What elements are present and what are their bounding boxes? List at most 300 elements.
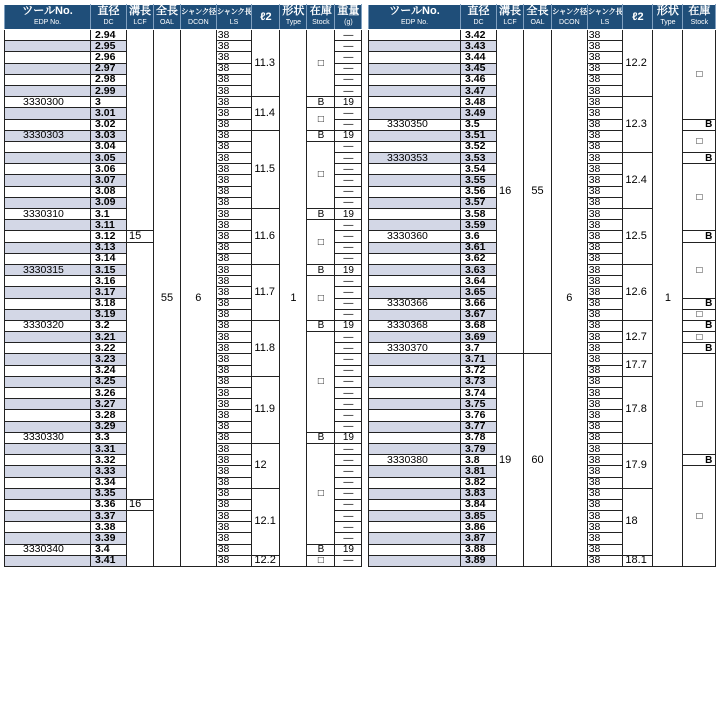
edp-cell bbox=[369, 443, 461, 454]
weight-cell: — bbox=[335, 220, 362, 231]
shank-length-cell: 38 bbox=[216, 511, 252, 522]
table-row bbox=[369, 30, 716, 41]
shank-length-cell: 38 bbox=[587, 298, 623, 309]
shank-length-cell: 38 bbox=[587, 511, 623, 522]
shank-length-cell: 38 bbox=[216, 455, 252, 466]
shank-length-cell: 38 bbox=[587, 52, 623, 63]
stock-badge: B bbox=[683, 320, 716, 331]
edp-cell bbox=[369, 499, 461, 510]
shank-length-cell: 38 bbox=[216, 388, 252, 399]
diameter-cell: 3.13 bbox=[91, 242, 127, 253]
shank-length-cell: 38 bbox=[216, 97, 252, 108]
header-ls: シャンク長 LS bbox=[587, 5, 623, 30]
shank-length-cell: 38 bbox=[216, 443, 252, 454]
edp-cell bbox=[5, 41, 91, 52]
weight-cell: — bbox=[335, 287, 362, 298]
shank-length-cell: 38 bbox=[216, 141, 252, 152]
diameter-cell: 3.71 bbox=[461, 354, 497, 365]
diameter-cell: 3.26 bbox=[91, 388, 127, 399]
weight-cell: — bbox=[335, 63, 362, 74]
shank-length-cell: 38 bbox=[587, 399, 623, 410]
diameter-cell: 3.45 bbox=[461, 63, 497, 74]
diameter-cell: 3.61 bbox=[461, 242, 497, 253]
weight-cell: — bbox=[335, 85, 362, 96]
diameter-cell: 3.37 bbox=[91, 511, 127, 522]
edp-cell bbox=[369, 287, 461, 298]
diameter-cell: 3.88 bbox=[461, 544, 497, 555]
lcf-cell: 16 bbox=[127, 499, 154, 510]
diameter-cell: 3.21 bbox=[91, 332, 127, 343]
header-stock: 在庫 Stock bbox=[307, 5, 335, 30]
edp-cell bbox=[5, 108, 91, 119]
lcf-cell: 19 bbox=[497, 354, 524, 567]
stock-box: □ bbox=[683, 466, 716, 567]
edp-cell bbox=[5, 332, 91, 343]
weight-cell: — bbox=[335, 197, 362, 208]
shank-length-cell: 38 bbox=[216, 130, 252, 141]
diameter-cell: 3.01 bbox=[91, 108, 127, 119]
diameter-cell: 3.36 bbox=[91, 499, 127, 510]
l2-cell: 12.2 bbox=[252, 555, 280, 566]
weight-cell: — bbox=[335, 153, 362, 164]
weight-cell: — bbox=[335, 533, 362, 544]
dcon-cell: 6 bbox=[552, 30, 588, 567]
l2-cell: 11.8 bbox=[252, 320, 280, 376]
stock-badge: B bbox=[307, 432, 335, 443]
header-row bbox=[369, 5, 716, 30]
oal-cell: 60 bbox=[524, 354, 552, 567]
l2-cell: 12.1 bbox=[252, 488, 280, 555]
shank-length-cell: 38 bbox=[587, 410, 623, 421]
shank-length-cell: 38 bbox=[216, 85, 252, 96]
shank-length-cell: 38 bbox=[216, 231, 252, 242]
edp-cell bbox=[369, 365, 461, 376]
diameter-cell: 3.65 bbox=[461, 287, 497, 298]
header-ls: シャンク長 LS bbox=[216, 5, 252, 30]
shank-length-cell: 38 bbox=[587, 533, 623, 544]
stock-badge: B bbox=[683, 455, 716, 466]
weight-cell: — bbox=[335, 52, 362, 63]
oal-cell: 55 bbox=[524, 30, 552, 354]
edp-cell: 3330353 bbox=[369, 153, 461, 164]
shank-length-cell: 38 bbox=[216, 499, 252, 510]
stock-box: □ bbox=[683, 164, 716, 231]
shank-length-cell: 38 bbox=[587, 421, 623, 432]
shank-length-cell: 38 bbox=[216, 242, 252, 253]
shank-length-cell: 38 bbox=[587, 376, 623, 387]
weight-cell: — bbox=[335, 343, 362, 354]
oal-cell: 55 bbox=[154, 30, 181, 567]
edp-cell bbox=[369, 63, 461, 74]
edp-cell bbox=[369, 253, 461, 264]
edp-cell bbox=[369, 421, 461, 432]
stock-box: □ bbox=[307, 276, 335, 321]
edp-cell: 3330315 bbox=[5, 264, 91, 275]
edp-cell bbox=[369, 332, 461, 343]
type-cell: 1 bbox=[653, 30, 683, 567]
edp-cell bbox=[369, 186, 461, 197]
weight-cell: — bbox=[335, 466, 362, 477]
diameter-cell: 3.49 bbox=[461, 108, 497, 119]
header-edp: ツールNo. EDP No. bbox=[369, 5, 461, 30]
l2-cell: 11.7 bbox=[252, 264, 280, 320]
diameter-cell: 3.62 bbox=[461, 253, 497, 264]
diameter-cell: 3.58 bbox=[461, 209, 497, 220]
l2-cell: 11.3 bbox=[252, 30, 280, 97]
edp-cell bbox=[5, 533, 91, 544]
shank-length-cell: 38 bbox=[587, 220, 623, 231]
shank-length-cell: 38 bbox=[216, 298, 252, 309]
shank-length-cell: 38 bbox=[216, 264, 252, 275]
shank-length-cell: 38 bbox=[587, 197, 623, 208]
header-dc: 直径 DC bbox=[91, 5, 127, 30]
edp-cell: 3330368 bbox=[369, 320, 461, 331]
diameter-cell: 3.3 bbox=[91, 432, 127, 443]
shank-length-cell: 38 bbox=[216, 555, 252, 566]
edp-cell bbox=[369, 264, 461, 275]
header-l2: ℓ2 bbox=[623, 5, 653, 30]
shank-length-cell: 38 bbox=[216, 209, 252, 220]
edp-cell bbox=[369, 354, 461, 365]
diameter-cell: 3.64 bbox=[461, 276, 497, 287]
stock-box: □ bbox=[307, 108, 335, 130]
shank-length-cell: 38 bbox=[216, 343, 252, 354]
weight-cell: 19 bbox=[335, 320, 362, 331]
shank-length-cell: 38 bbox=[587, 242, 623, 253]
edp-cell bbox=[369, 85, 461, 96]
shank-length-cell: 38 bbox=[216, 74, 252, 85]
shank-length-cell: 38 bbox=[216, 197, 252, 208]
edp-cell bbox=[5, 287, 91, 298]
header-oal: 全長 OAL bbox=[524, 5, 552, 30]
diameter-cell: 3.55 bbox=[461, 175, 497, 186]
shank-length-cell: 38 bbox=[216, 63, 252, 74]
diameter-cell: 3.68 bbox=[461, 320, 497, 331]
edp-cell: 3330303 bbox=[5, 130, 91, 141]
edp-cell bbox=[5, 522, 91, 533]
edp-cell bbox=[5, 231, 91, 242]
shank-length-cell: 38 bbox=[216, 220, 252, 231]
lcf-cell bbox=[127, 511, 154, 567]
diameter-cell: 3.05 bbox=[91, 153, 127, 164]
edp-cell bbox=[5, 30, 91, 41]
edp-cell bbox=[5, 63, 91, 74]
edp-cell bbox=[369, 141, 461, 152]
dcon-cell: 6 bbox=[181, 30, 217, 567]
edp-cell bbox=[369, 555, 461, 566]
shank-length-cell: 38 bbox=[216, 399, 252, 410]
diameter-cell: 3.03 bbox=[91, 130, 127, 141]
stock-box: □ bbox=[307, 555, 335, 566]
shank-length-cell: 38 bbox=[587, 97, 623, 108]
edp-cell bbox=[5, 164, 91, 175]
shank-length-cell: 38 bbox=[587, 141, 623, 152]
header-dcon: シャンク径 DCON bbox=[552, 5, 588, 30]
shank-length-cell: 38 bbox=[216, 41, 252, 52]
diameter-cell: 3.28 bbox=[91, 410, 127, 421]
weight-cell: — bbox=[335, 354, 362, 365]
shank-length-cell: 38 bbox=[587, 477, 623, 488]
lcf-cell: 16 bbox=[497, 30, 524, 354]
l2-cell: 11.6 bbox=[252, 209, 280, 265]
diameter-cell: 3.8 bbox=[461, 455, 497, 466]
edp-cell bbox=[5, 354, 91, 365]
shank-length-cell: 38 bbox=[216, 544, 252, 555]
edp-cell bbox=[5, 119, 91, 130]
diameter-cell: 2.98 bbox=[91, 74, 127, 85]
edp-cell: 3330300 bbox=[5, 97, 91, 108]
edp-cell bbox=[369, 30, 461, 41]
edp-cell bbox=[5, 421, 91, 432]
edp-cell bbox=[369, 197, 461, 208]
stock-badge: B bbox=[307, 264, 335, 275]
shank-length-cell: 38 bbox=[587, 175, 623, 186]
weight-cell: — bbox=[335, 443, 362, 454]
edp-cell bbox=[369, 533, 461, 544]
shank-length-cell: 38 bbox=[216, 276, 252, 287]
weight-cell: — bbox=[335, 522, 362, 533]
diameter-cell: 3.43 bbox=[461, 41, 497, 52]
diameter-cell: 3.1 bbox=[91, 209, 127, 220]
edp-cell bbox=[5, 376, 91, 387]
edp-cell bbox=[5, 309, 91, 320]
edp-cell: 3330340 bbox=[5, 544, 91, 555]
shank-length-cell: 38 bbox=[587, 365, 623, 376]
diameter-cell: 3.09 bbox=[91, 197, 127, 208]
shank-length-cell: 38 bbox=[587, 164, 623, 175]
diameter-cell: 3.15 bbox=[91, 264, 127, 275]
edp-cell bbox=[5, 511, 91, 522]
weight-cell: — bbox=[335, 253, 362, 264]
header-row bbox=[5, 5, 362, 30]
edp-cell bbox=[5, 443, 91, 454]
weight-cell: — bbox=[335, 376, 362, 387]
stock-box: □ bbox=[683, 309, 716, 320]
edp-cell: 3330380 bbox=[369, 455, 461, 466]
shank-length-cell: 38 bbox=[216, 332, 252, 343]
shank-length-cell: 38 bbox=[587, 432, 623, 443]
header-stock: 在庫 Stock bbox=[683, 5, 716, 30]
edp-cell bbox=[369, 388, 461, 399]
diameter-cell: 3.46 bbox=[461, 74, 497, 85]
shank-length-cell: 38 bbox=[216, 466, 252, 477]
l2-cell: 11.4 bbox=[252, 97, 280, 131]
diameter-cell: 3.35 bbox=[91, 488, 127, 499]
weight-cell: 19 bbox=[335, 544, 362, 555]
edp-cell bbox=[5, 197, 91, 208]
shank-length-cell: 38 bbox=[587, 309, 623, 320]
edp-cell bbox=[5, 141, 91, 152]
lcf-cell bbox=[127, 30, 154, 231]
weight-cell: — bbox=[335, 175, 362, 186]
stock-badge: B bbox=[307, 209, 335, 220]
header-weight: 重量 (g) bbox=[335, 5, 362, 30]
stock-box: □ bbox=[683, 332, 716, 343]
diameter-cell: 3.83 bbox=[461, 488, 497, 499]
diameter-cell: 3.86 bbox=[461, 522, 497, 533]
header-oal: 全長 OAL bbox=[154, 5, 181, 30]
stock-box: □ bbox=[307, 141, 335, 208]
shank-length-cell: 38 bbox=[587, 108, 623, 119]
weight-cell: — bbox=[335, 298, 362, 309]
diameter-cell: 3.63 bbox=[461, 264, 497, 275]
shank-length-cell: 38 bbox=[587, 74, 623, 85]
l2-cell: 11.5 bbox=[252, 130, 280, 208]
weight-cell: — bbox=[335, 555, 362, 566]
edp-cell bbox=[369, 97, 461, 108]
diameter-cell: 3.54 bbox=[461, 164, 497, 175]
l2-cell: 12.7 bbox=[623, 320, 653, 354]
stock-box: □ bbox=[307, 443, 335, 544]
shank-length-cell: 38 bbox=[216, 320, 252, 331]
shank-length-cell: 38 bbox=[216, 108, 252, 119]
l2-cell: 12 bbox=[252, 443, 280, 488]
shank-length-cell: 38 bbox=[587, 119, 623, 130]
weight-cell: — bbox=[335, 410, 362, 421]
diameter-cell: 3.52 bbox=[461, 141, 497, 152]
diameter-cell: 3.56 bbox=[461, 186, 497, 197]
shank-length-cell: 38 bbox=[587, 264, 623, 275]
header-dcon: シャンク径 DCON bbox=[181, 5, 217, 30]
shank-length-cell: 38 bbox=[587, 231, 623, 242]
shank-length-cell: 38 bbox=[587, 455, 623, 466]
header-lcf: 溝長 LCF bbox=[127, 5, 154, 30]
edp-cell bbox=[5, 74, 91, 85]
edp-cell bbox=[369, 242, 461, 253]
shank-length-cell: 38 bbox=[587, 253, 623, 264]
diameter-cell: 3 bbox=[91, 97, 127, 108]
shank-length-cell: 38 bbox=[587, 30, 623, 41]
shank-length-cell: 38 bbox=[216, 488, 252, 499]
edp-cell bbox=[5, 153, 91, 164]
diameter-cell: 3.19 bbox=[91, 309, 127, 320]
l2-cell: 12.5 bbox=[623, 209, 653, 265]
weight-cell: — bbox=[335, 164, 362, 175]
diameter-cell: 3.78 bbox=[461, 432, 497, 443]
shank-length-cell: 38 bbox=[587, 544, 623, 555]
shank-length-cell: 38 bbox=[587, 488, 623, 499]
stock-badge: B bbox=[307, 320, 335, 331]
diameter-cell: 3.77 bbox=[461, 421, 497, 432]
shank-length-cell: 38 bbox=[216, 153, 252, 164]
edp-cell bbox=[369, 130, 461, 141]
edp-cell bbox=[369, 175, 461, 186]
diameter-cell: 3.22 bbox=[91, 343, 127, 354]
l2-cell: 18.1 bbox=[623, 555, 653, 566]
shank-length-cell: 38 bbox=[216, 186, 252, 197]
shank-length-cell: 38 bbox=[587, 130, 623, 141]
stock-badge: B bbox=[683, 298, 716, 309]
diameter-cell: 3.44 bbox=[461, 52, 497, 63]
diameter-cell: 3.29 bbox=[91, 421, 127, 432]
diameter-cell: 3.04 bbox=[91, 141, 127, 152]
stock-badge: B bbox=[683, 119, 716, 130]
edp-cell bbox=[5, 52, 91, 63]
diameter-cell: 3.25 bbox=[91, 376, 127, 387]
stock-box: □ bbox=[307, 332, 335, 433]
edp-cell bbox=[369, 466, 461, 477]
shank-length-cell: 38 bbox=[587, 186, 623, 197]
edp-cell: 3330310 bbox=[5, 209, 91, 220]
stock-badge: B bbox=[307, 97, 335, 108]
shank-length-cell: 38 bbox=[587, 41, 623, 52]
edp-cell bbox=[5, 477, 91, 488]
shank-length-cell: 38 bbox=[587, 499, 623, 510]
shank-length-cell: 38 bbox=[587, 522, 623, 533]
diameter-cell: 3.6 bbox=[461, 231, 497, 242]
edp-cell bbox=[369, 164, 461, 175]
shank-length-cell: 38 bbox=[587, 287, 623, 298]
diameter-cell: 3.72 bbox=[461, 365, 497, 376]
l2-cell: 18 bbox=[623, 488, 653, 555]
shank-length-cell: 38 bbox=[216, 533, 252, 544]
edp-cell bbox=[5, 85, 91, 96]
diameter-cell: 3.2 bbox=[91, 320, 127, 331]
weight-cell: — bbox=[335, 231, 362, 242]
edp-cell bbox=[369, 220, 461, 231]
shank-length-cell: 38 bbox=[587, 320, 623, 331]
edp-cell bbox=[5, 410, 91, 421]
header-dc: 直径 DC bbox=[461, 5, 497, 30]
diameter-cell: 3.23 bbox=[91, 354, 127, 365]
weight-cell: — bbox=[335, 276, 362, 287]
edp-cell bbox=[5, 555, 91, 566]
edp-cell bbox=[369, 209, 461, 220]
weight-cell: — bbox=[335, 332, 362, 343]
shank-length-cell: 38 bbox=[587, 354, 623, 365]
diameter-cell: 3.5 bbox=[461, 119, 497, 130]
lcf-cell bbox=[127, 242, 154, 499]
weight-cell: — bbox=[335, 499, 362, 510]
diameter-cell: 3.84 bbox=[461, 499, 497, 510]
edp-cell bbox=[5, 253, 91, 264]
shank-length-cell: 38 bbox=[587, 466, 623, 477]
stock-box: □ bbox=[683, 242, 716, 298]
shank-length-cell: 38 bbox=[216, 175, 252, 186]
stock-badge: B bbox=[683, 231, 716, 242]
weight-cell: — bbox=[335, 388, 362, 399]
edp-cell bbox=[5, 276, 91, 287]
stock-badge: B bbox=[307, 544, 335, 555]
shank-length-cell: 38 bbox=[216, 522, 252, 533]
diameter-cell: 3.47 bbox=[461, 85, 497, 96]
shank-length-cell: 38 bbox=[216, 376, 252, 387]
l2-cell: 12.3 bbox=[623, 97, 653, 153]
l2-cell: 12.2 bbox=[623, 30, 653, 97]
edp-cell: 3330370 bbox=[369, 343, 461, 354]
stock-box: □ bbox=[307, 30, 335, 97]
edp-cell bbox=[369, 309, 461, 320]
weight-cell: — bbox=[335, 186, 362, 197]
edp-cell bbox=[5, 343, 91, 354]
weight-cell: — bbox=[335, 365, 362, 376]
edp-cell: 3330366 bbox=[369, 298, 461, 309]
edp-cell bbox=[369, 477, 461, 488]
shank-length-cell: 38 bbox=[587, 276, 623, 287]
edp-cell: 3330330 bbox=[5, 432, 91, 443]
diameter-cell: 3.38 bbox=[91, 522, 127, 533]
diameter-cell: 2.95 bbox=[91, 41, 127, 52]
weight-cell: — bbox=[335, 511, 362, 522]
weight-cell: — bbox=[335, 399, 362, 410]
diameter-cell: 3.74 bbox=[461, 388, 497, 399]
edp-cell: 3330320 bbox=[5, 320, 91, 331]
stock-box: □ bbox=[683, 30, 716, 120]
shank-length-cell: 38 bbox=[587, 209, 623, 220]
diameter-cell: 3.75 bbox=[461, 399, 497, 410]
weight-cell: — bbox=[335, 141, 362, 152]
diameter-cell: 3.16 bbox=[91, 276, 127, 287]
